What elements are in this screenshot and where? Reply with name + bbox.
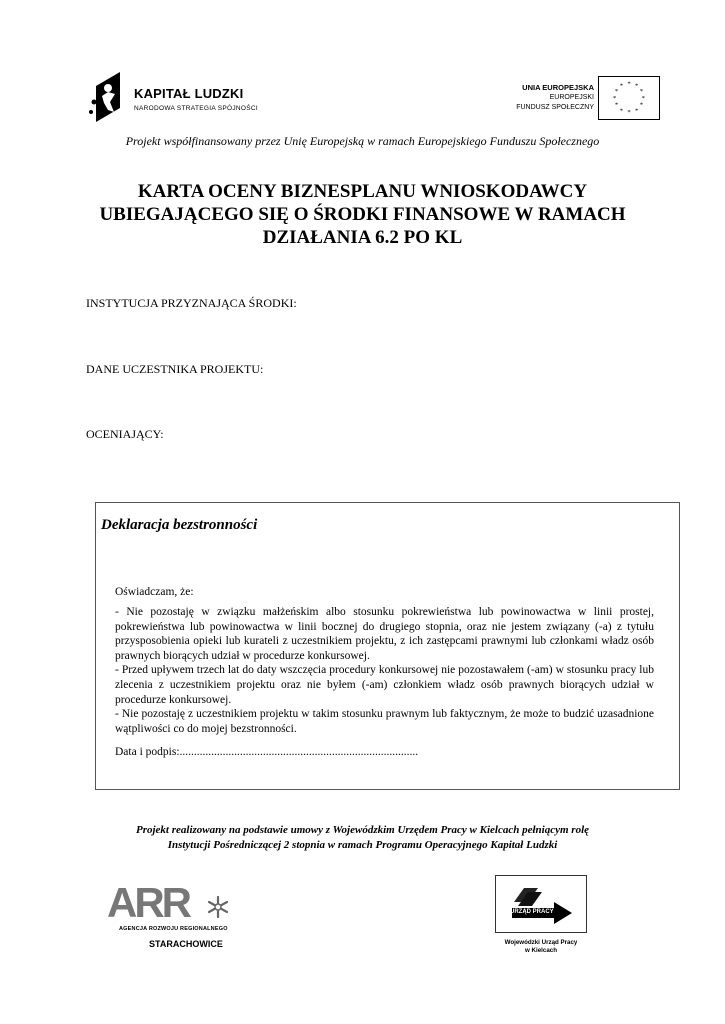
- declaration-item: - Przed upływem trzech lat do daty wszczęcia procedury konkursowej nie pozostawałem (-am) w stosunku pracy lub zlecenia z uczestnikiem projektu oraz nie byłem (-am) członkiem władz osób prawnych biorących udział w procedurze konkursowej.: [115, 664, 654, 706]
- footer-line-2: Instytucji Pośredniczącej 2 stopnia w ramach Programu Operacyjnego Kapitał Ludzki: [167, 839, 558, 851]
- svg-text:*: *: [613, 94, 617, 102]
- cofinancing-note: Projekt współfinansowany przez Unię Europejską w ramach Europejskiego Funduszu Społecznego: [125, 134, 600, 148]
- signature-line: Data i podpis:...................................................................................: [115, 746, 419, 758]
- svg-text:*: *: [641, 94, 645, 102]
- eu-line-1: UNIA EUROPEJSKA: [522, 83, 594, 92]
- arr-logo: [107, 879, 237, 954]
- svg-text:*: *: [639, 101, 644, 109]
- document-title: [60, 180, 665, 249]
- wup-label: URZĄD PRACY: [510, 909, 554, 915]
- svg-text:*: *: [639, 88, 644, 96]
- eu-line-3: FUNDUSZ SPOŁECZNY: [516, 104, 594, 111]
- title-line-3: DZIAŁANIA 6.2 PO KL: [262, 227, 463, 248]
- wup-caption: [495, 939, 587, 955]
- svg-text:*: *: [634, 82, 639, 90]
- title-line-1: KARTA OCENY BIZNESPLANU WNIOSKODAWCY: [137, 181, 588, 202]
- kapital-ludzki-emblem-icon: [88, 72, 128, 124]
- footer-line-1: Projekt realizowany na podstawie umowy z Wojewódzkim Urzędem Pracy w Kielcach pełniącym rolę: [135, 824, 590, 836]
- wup-emblem-box: [495, 875, 587, 933]
- arr-letters: ARR: [107, 879, 189, 926]
- arrow-emblem-icon: [508, 882, 576, 924]
- declaration-item: - Nie pozostaję z uczestnikiem projektu w takim stosunku prawnym lub faktycznym, że może to budzić uzasadnione wątpliwości co do mojej bezstronności.: [115, 708, 654, 735]
- eu-logo: [500, 76, 660, 122]
- footer-note: [0, 823, 725, 853]
- kapital-ludzki-title: KAPITAŁ LUDZKI: [134, 86, 244, 101]
- declaration-item: - Nie pozostaję w związku małżeńskim albo stosunku pokrewieństwa lub powinowactwa w linii prostej, pokrewieństwa lub powinowactwa w linii bocznej do drugiego stopnia, oraz nie jestem związany (-a) z tytułu przysposobienia opieki lub kurateli z uczestnikiem projektu, z ich zastępcami prawnymi lub członkami władz osób prawnych biorących udział w procedurze konkursowej.: [115, 606, 654, 662]
- declaration-body: [115, 605, 654, 736]
- svg-text:*: *: [614, 101, 619, 109]
- snowflake-icon: [207, 896, 229, 918]
- svg-text:*: *: [627, 80, 631, 88]
- institution-label: INSTYTUCJA PRZYZNAJĄCA ŚRODKI:: [86, 296, 297, 310]
- kapital-ludzki-logo: [88, 72, 268, 124]
- svg-text:*: *: [634, 107, 639, 115]
- svg-text:*: *: [627, 109, 631, 117]
- wup-caption-line-2: w Kielcach: [525, 947, 557, 954]
- wup-caption-line-1: Wojewódzki Urząd Pracy: [504, 939, 578, 946]
- svg-text:*: *: [619, 82, 624, 90]
- kapital-ludzki-subtitle: NARODOWA STRATEGIA SPÓJNOŚCI: [134, 105, 258, 112]
- svg-text:*: *: [619, 107, 624, 115]
- eu-flag-icon: [598, 76, 660, 120]
- impartiality-declaration-box: [95, 502, 680, 790]
- eu-line-2: EUROPEJSKI: [549, 94, 594, 101]
- declaration-heading: Deklaracja bezstronności: [101, 517, 258, 533]
- evaluator-label: OCENIAJĄCY:: [86, 427, 164, 441]
- arr-agency-name: AGENCJA ROZWOJU REGIONALNEGO: [119, 926, 228, 932]
- wup-kielce-logo: [495, 875, 587, 960]
- arr-city: STARACHOWICE: [149, 939, 223, 949]
- declaration-intro: Oświadczam, że:: [115, 586, 194, 598]
- participant-label: DANE UCZESTNIKA PROJEKTU:: [86, 362, 264, 376]
- eu-text: [516, 83, 594, 113]
- title-line-2: UBIEGAJĄCEGO SIĘ O ŚRODKI FINANSOWE W RAMACH: [99, 204, 626, 225]
- svg-text:*: *: [614, 88, 619, 96]
